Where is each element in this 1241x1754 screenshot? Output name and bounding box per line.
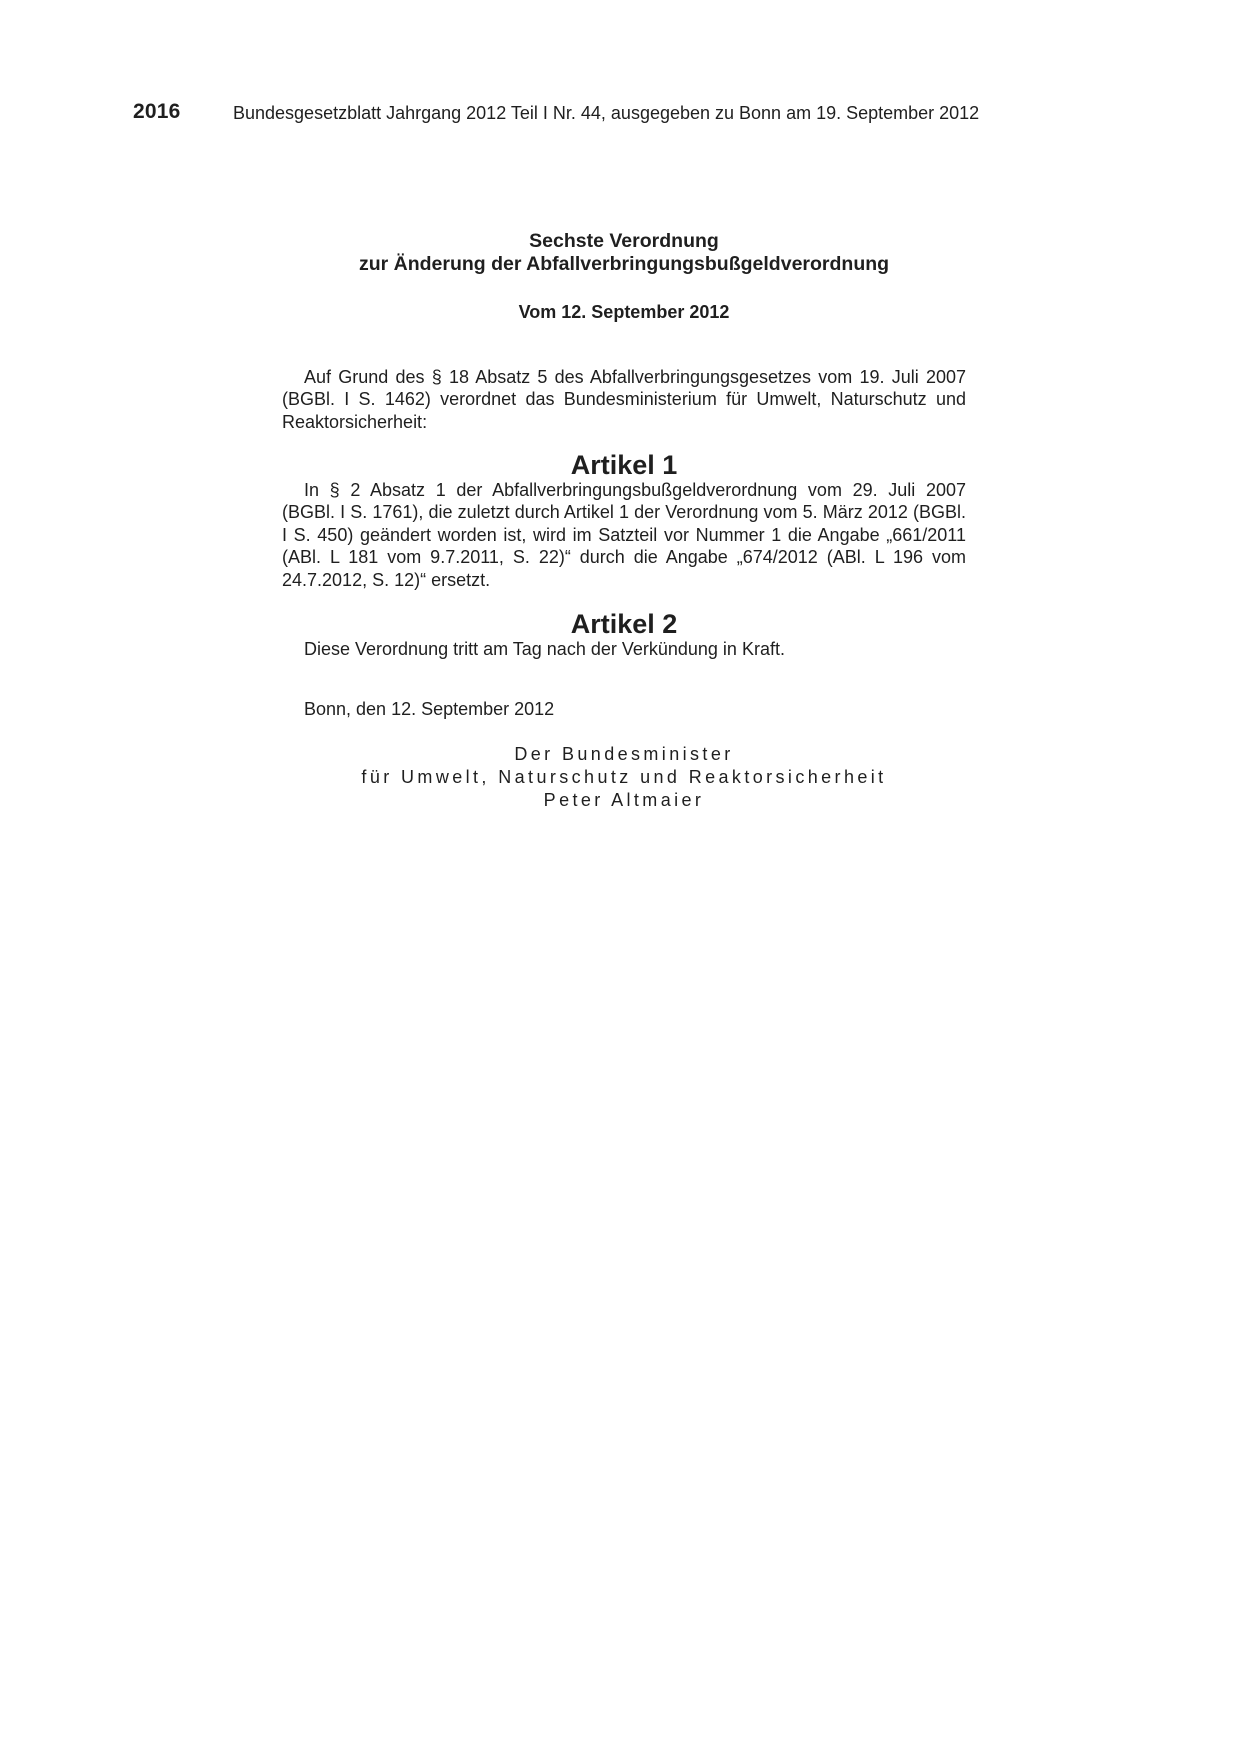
running-header: Bundesgesetzblatt Jahrgang 2012 Teil I Nr. 44, ausgegeben zu Bonn am 19. September 2012 bbox=[233, 103, 980, 123]
article-1-text: In § 2 Absatz 1 der Abfallverbringungsbußgeldverordnung vom 29. Juli 2007 (BGBl. I S. 1761), die zuletzt durch Artikel 1 der Verordnung vom 5. März 2012 (BGBl. I S. 450) geändert worden ist, wird im Satzteil vor Nummer 1 die Angabe „661/2011 (ABl. L 181 vom 9.7.2011, S. 22)“ durch die Angabe „674/2012 (ABl. L 196 vom 24.7.2012, S. 12)“ ersetzt. bbox=[282, 479, 966, 590]
place-and-date: Bonn, den 12. September 2012 bbox=[304, 699, 555, 719]
title-line-1: Sechste Verordnung bbox=[529, 230, 719, 252]
article-2-heading: Artikel 2 bbox=[570, 609, 678, 639]
preamble-paragraph: Auf Grund des § 18 Absatz 5 des Abfallverbringungsgesetzes vom 19. Juli 2007 (BGBl. I S. 1462) verordnet das Bundesministerium für Umwelt, Naturschutz und Reaktorsicherheit: bbox=[282, 366, 966, 432]
signature-ministry: für Umwelt, Naturschutz und Reaktorsicherheit bbox=[361, 766, 887, 787]
document-date: Vom 12. September 2012 bbox=[518, 302, 730, 322]
document-title bbox=[282, 230, 966, 276]
article-1-heading: Artikel 1 bbox=[570, 450, 678, 480]
document-body bbox=[282, 230, 966, 812]
page-number: 2016 bbox=[133, 100, 181, 123]
signature-title: Der Bundesminister bbox=[514, 743, 734, 764]
signature-name: Peter Altmaier bbox=[543, 789, 705, 810]
signature-block bbox=[282, 743, 966, 812]
article-2-text: Diese Verordnung tritt am Tag nach der Verkündung in Kraft. bbox=[304, 638, 785, 659]
title-line-2: zur Änderung der Abfallverbringungsbußgeldverordnung bbox=[358, 253, 890, 275]
